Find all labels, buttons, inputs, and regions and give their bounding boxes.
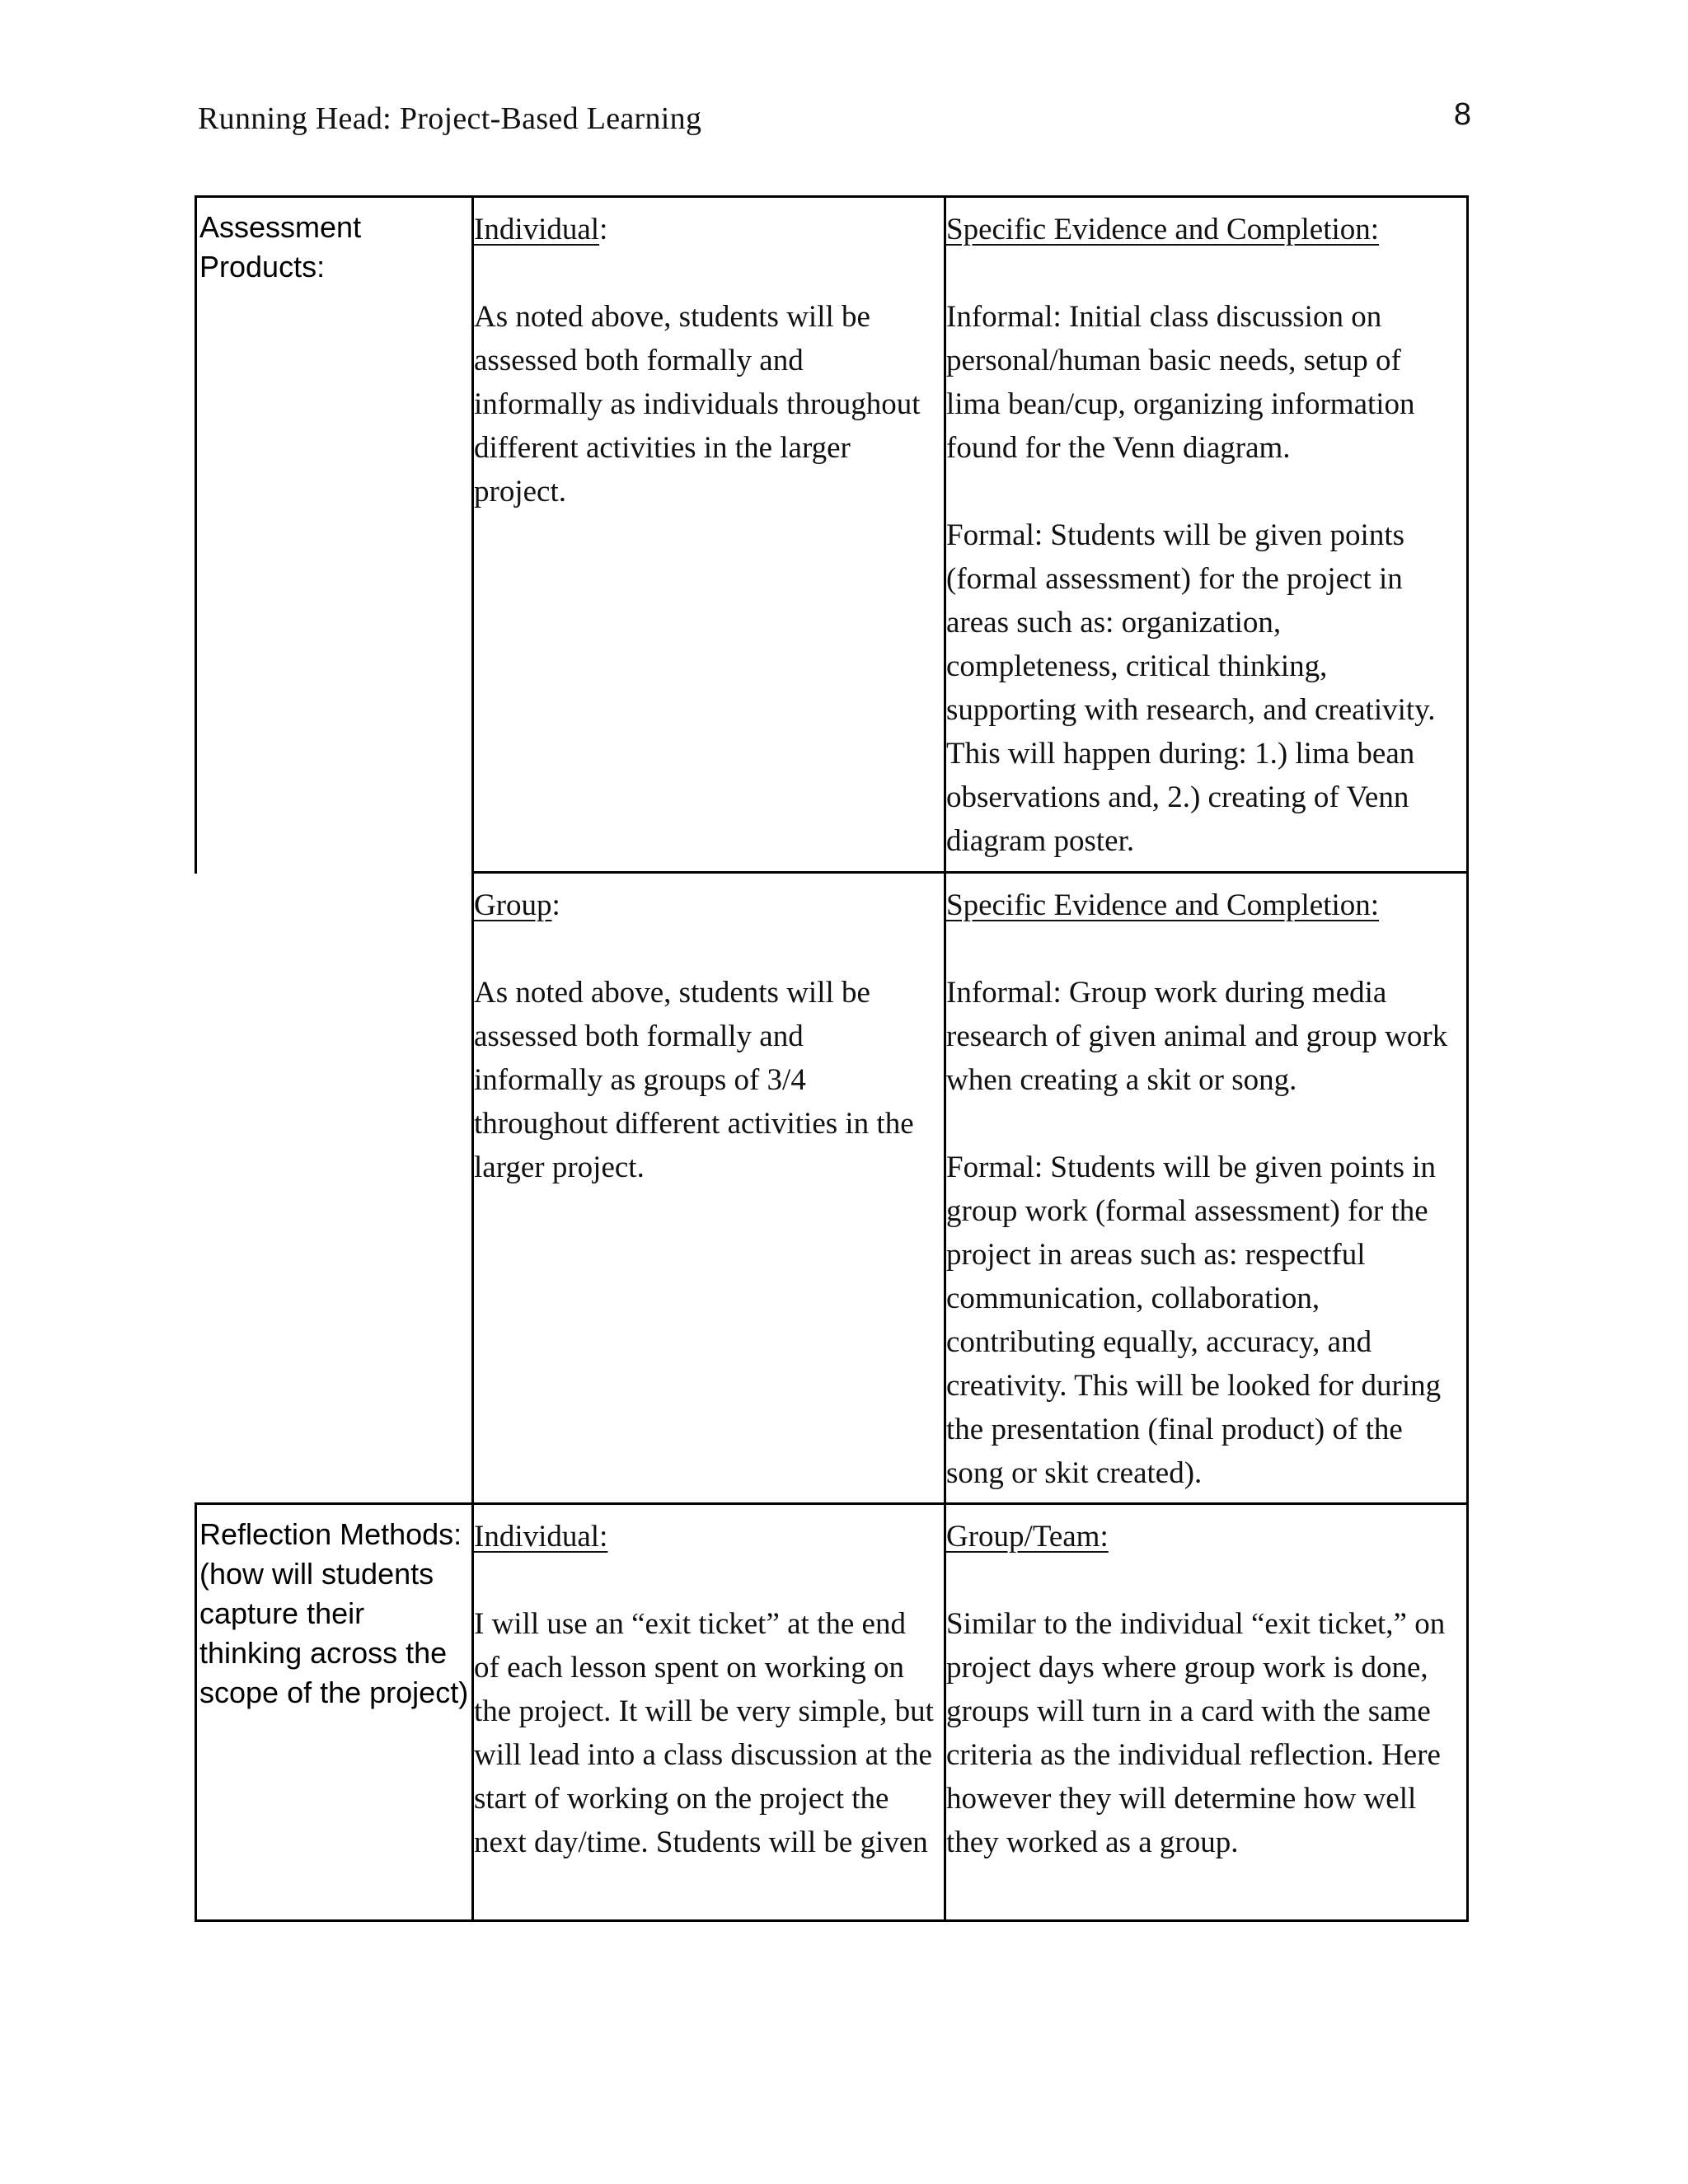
group-heading: Group bbox=[474, 888, 552, 922]
individual-evidence-cell bbox=[946, 208, 1457, 863]
group-assessment-cell bbox=[474, 883, 935, 1189]
individual-heading: Individual bbox=[474, 213, 600, 246]
group-evidence-heading: Specific Evidence and Completion: bbox=[946, 888, 1380, 922]
assessment-products-label: Assessment Products: bbox=[199, 210, 362, 284]
table-left-border-lower bbox=[195, 1502, 197, 1922]
running-head: Running Head: Project-Based Learning bbox=[198, 101, 702, 136]
table-row-divider-1 bbox=[471, 871, 1469, 874]
individual-assessment-cell bbox=[474, 208, 935, 513]
reflection-individual-cell bbox=[474, 1515, 935, 1864]
reflection-individual-text: I will use an “exit ticket” at the end of each lesson spent on working on the project. It will be very simple, but will lead into a class discussion at the start of working on the project the next day/time. Students will be given bbox=[474, 1607, 934, 1859]
individual-heading-line bbox=[474, 208, 935, 251]
group-informal-text: Informal: Group work during media research of given animal and group work when creating a skit or song. bbox=[946, 976, 1448, 1097]
group-formal-text: Formal: Students will be given points in group work (formal assessment) for the project in areas such as: respectful communication, collaboration, contributing equally, accuracy, and creativity. This will be looked for during the presentation (final product) of the song or skit created). bbox=[946, 1151, 1442, 1490]
individual-assessment-text: As noted above, students will be assessed both formally and informally as individuals throughout different activities in the larger project. bbox=[474, 300, 921, 509]
individual-informal-text: Informal: Initial class discussion on personal/human basic needs, setup of lima bean/cup, organizing information found for the Venn diagram. bbox=[946, 300, 1415, 465]
table-bottom-border bbox=[195, 1919, 1469, 1922]
reflection-individual-heading: Individual: bbox=[474, 1520, 608, 1554]
group-heading-line bbox=[474, 883, 935, 927]
group-evidence-cell bbox=[946, 883, 1457, 1495]
individual-evidence-heading: Specific Evidence and Completion: bbox=[946, 213, 1380, 246]
reflection-group-text: Similar to the individual “exit ticket,” on project days where group work is done, groups will turn in a card with the same criteria as the individual reflection. Here however they will determine how well they worked as a group. bbox=[946, 1607, 1446, 1859]
individual-formal-text: Formal: Students will be given points (formal assessment) for the project in areas such as: organization, completeness, critical thinking, supporting with research, and creativity. This will happen during: 1.) lima bean observations and, 2.) creating of Venn diagram poster. bbox=[946, 518, 1436, 858]
reflection-group-heading: Group/Team: bbox=[946, 1520, 1109, 1554]
page-number: 8 bbox=[1453, 97, 1471, 132]
table-right-border bbox=[1466, 195, 1469, 1922]
group-assessment-text: As noted above, students will be assessed both formally and informally as groups of 3/4 throughout different activities in the larger project. bbox=[474, 976, 914, 1184]
reflection-group-cell bbox=[946, 1515, 1457, 1864]
reflection-methods-label: Reflection Methods: (how will students capture their thinking across the scope of the project) bbox=[199, 1517, 469, 1709]
individual-heading-colon: : bbox=[599, 213, 608, 246]
group-heading-colon: : bbox=[551, 888, 560, 922]
table-left-border-upper bbox=[195, 195, 197, 874]
table-row-divider-2 bbox=[195, 1502, 1469, 1505]
table-top-border bbox=[195, 195, 1469, 198]
